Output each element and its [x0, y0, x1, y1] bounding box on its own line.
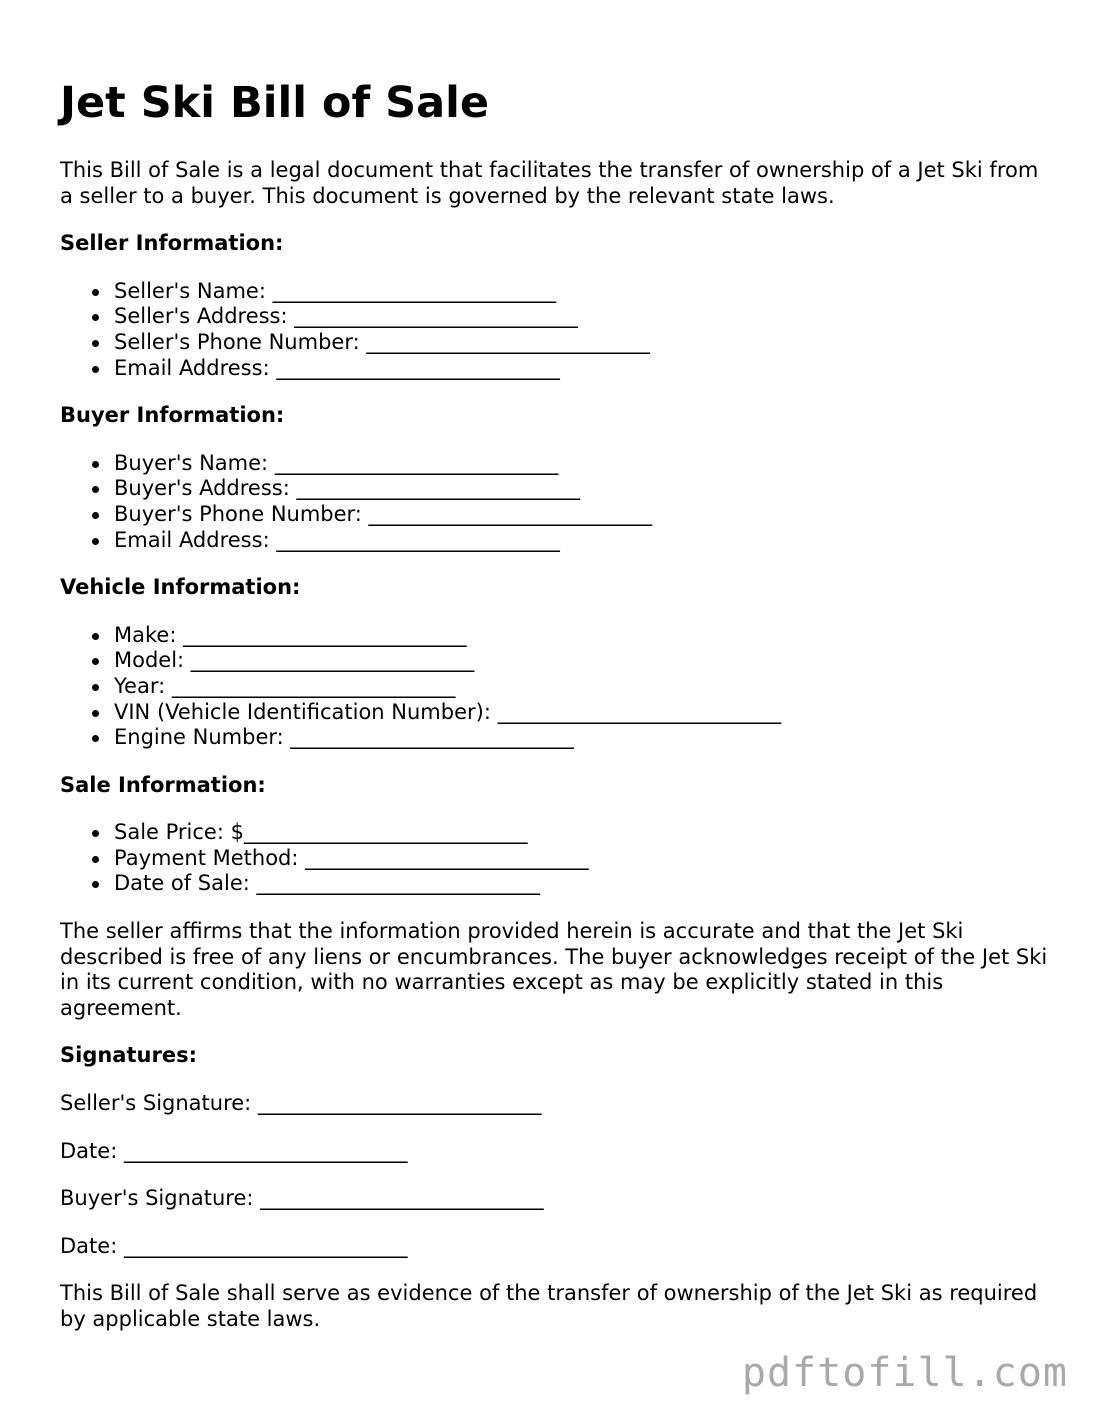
seller-phone-field[interactable]: Seller's Phone Number: ___________________________ — [114, 330, 1050, 356]
signatures-heading: Signatures: — [60, 1043, 197, 1068]
model-field[interactable]: Model: ___________________________ — [114, 648, 1050, 674]
seller-heading: Seller Information: — [60, 231, 284, 256]
date-of-sale-field[interactable]: Date of Sale: ___________________________ — [114, 871, 1050, 897]
seller-list — [60, 279, 1050, 381]
document-page — [60, 70, 1050, 1355]
buyer-phone-field[interactable]: Buyer's Phone Number: ___________________________ — [114, 502, 1050, 528]
buyer-list — [60, 451, 1050, 553]
buyer-name-field[interactable]: Buyer's Name: ___________________________ — [114, 451, 1050, 477]
watermark: pdftofill.com — [741, 1350, 1068, 1396]
seller-date-field[interactable]: Date: ___________________________ — [60, 1138, 408, 1163]
vehicle-heading: Vehicle Information: — [60, 575, 301, 600]
sale-list — [60, 820, 1050, 897]
buyer-email-field[interactable]: Email Address: ___________________________ — [114, 528, 1050, 554]
seller-signature-field[interactable]: Seller's Signature: ___________________________ — [60, 1091, 542, 1116]
intro-paragraph: This Bill of Sale is a legal document that facilitates the transfer of ownership of a Jet Ski from a seller to a buyer. This document is governed by the relevant state laws. — [60, 158, 1039, 208]
buyer-signature-field[interactable]: Buyer's Signature: ___________________________ — [60, 1186, 544, 1211]
seller-address-field[interactable]: Seller's Address: ___________________________ — [114, 304, 1050, 330]
payment-method-field[interactable]: Payment Method: ___________________________ — [114, 846, 1050, 872]
seller-name-field[interactable]: Seller's Name: ___________________________ — [114, 279, 1050, 305]
document-title: Jet Ski Bill of Sale — [60, 78, 490, 128]
vehicle-list — [60, 623, 1050, 751]
seller-email-field[interactable]: Email Address: ___________________________ — [114, 356, 1050, 382]
buyer-date-field[interactable]: Date: ___________________________ — [60, 1233, 408, 1258]
buyer-heading: Buyer Information: — [60, 403, 285, 428]
vin-field[interactable]: VIN (Vehicle Identification Number): ___________________________ — [114, 700, 1050, 726]
closing-paragraph: This Bill of Sale shall serve as evidence of the transfer of ownership of the Jet Ski as required by applicable state laws. — [60, 1281, 1038, 1331]
engine-number-field[interactable]: Engine Number: ___________________________ — [114, 725, 1050, 751]
year-field[interactable]: Year: ___________________________ — [114, 674, 1050, 700]
buyer-address-field[interactable]: Buyer's Address: ___________________________ — [114, 476, 1050, 502]
make-field[interactable]: Make: ___________________________ — [114, 623, 1050, 649]
affirmation-paragraph: The seller affirms that the information provided herein is accurate and that the Jet Ski described is free of any liens or encumbrances. The buyer acknowledges receipt of the Jet Ski in its current condition, with no warranties except as may be explicitly stated in this agreement. — [60, 919, 1048, 1020]
sale-price-field[interactable]: Sale Price: $___________________________ — [114, 820, 1050, 846]
sale-heading: Sale Information: — [60, 772, 266, 797]
